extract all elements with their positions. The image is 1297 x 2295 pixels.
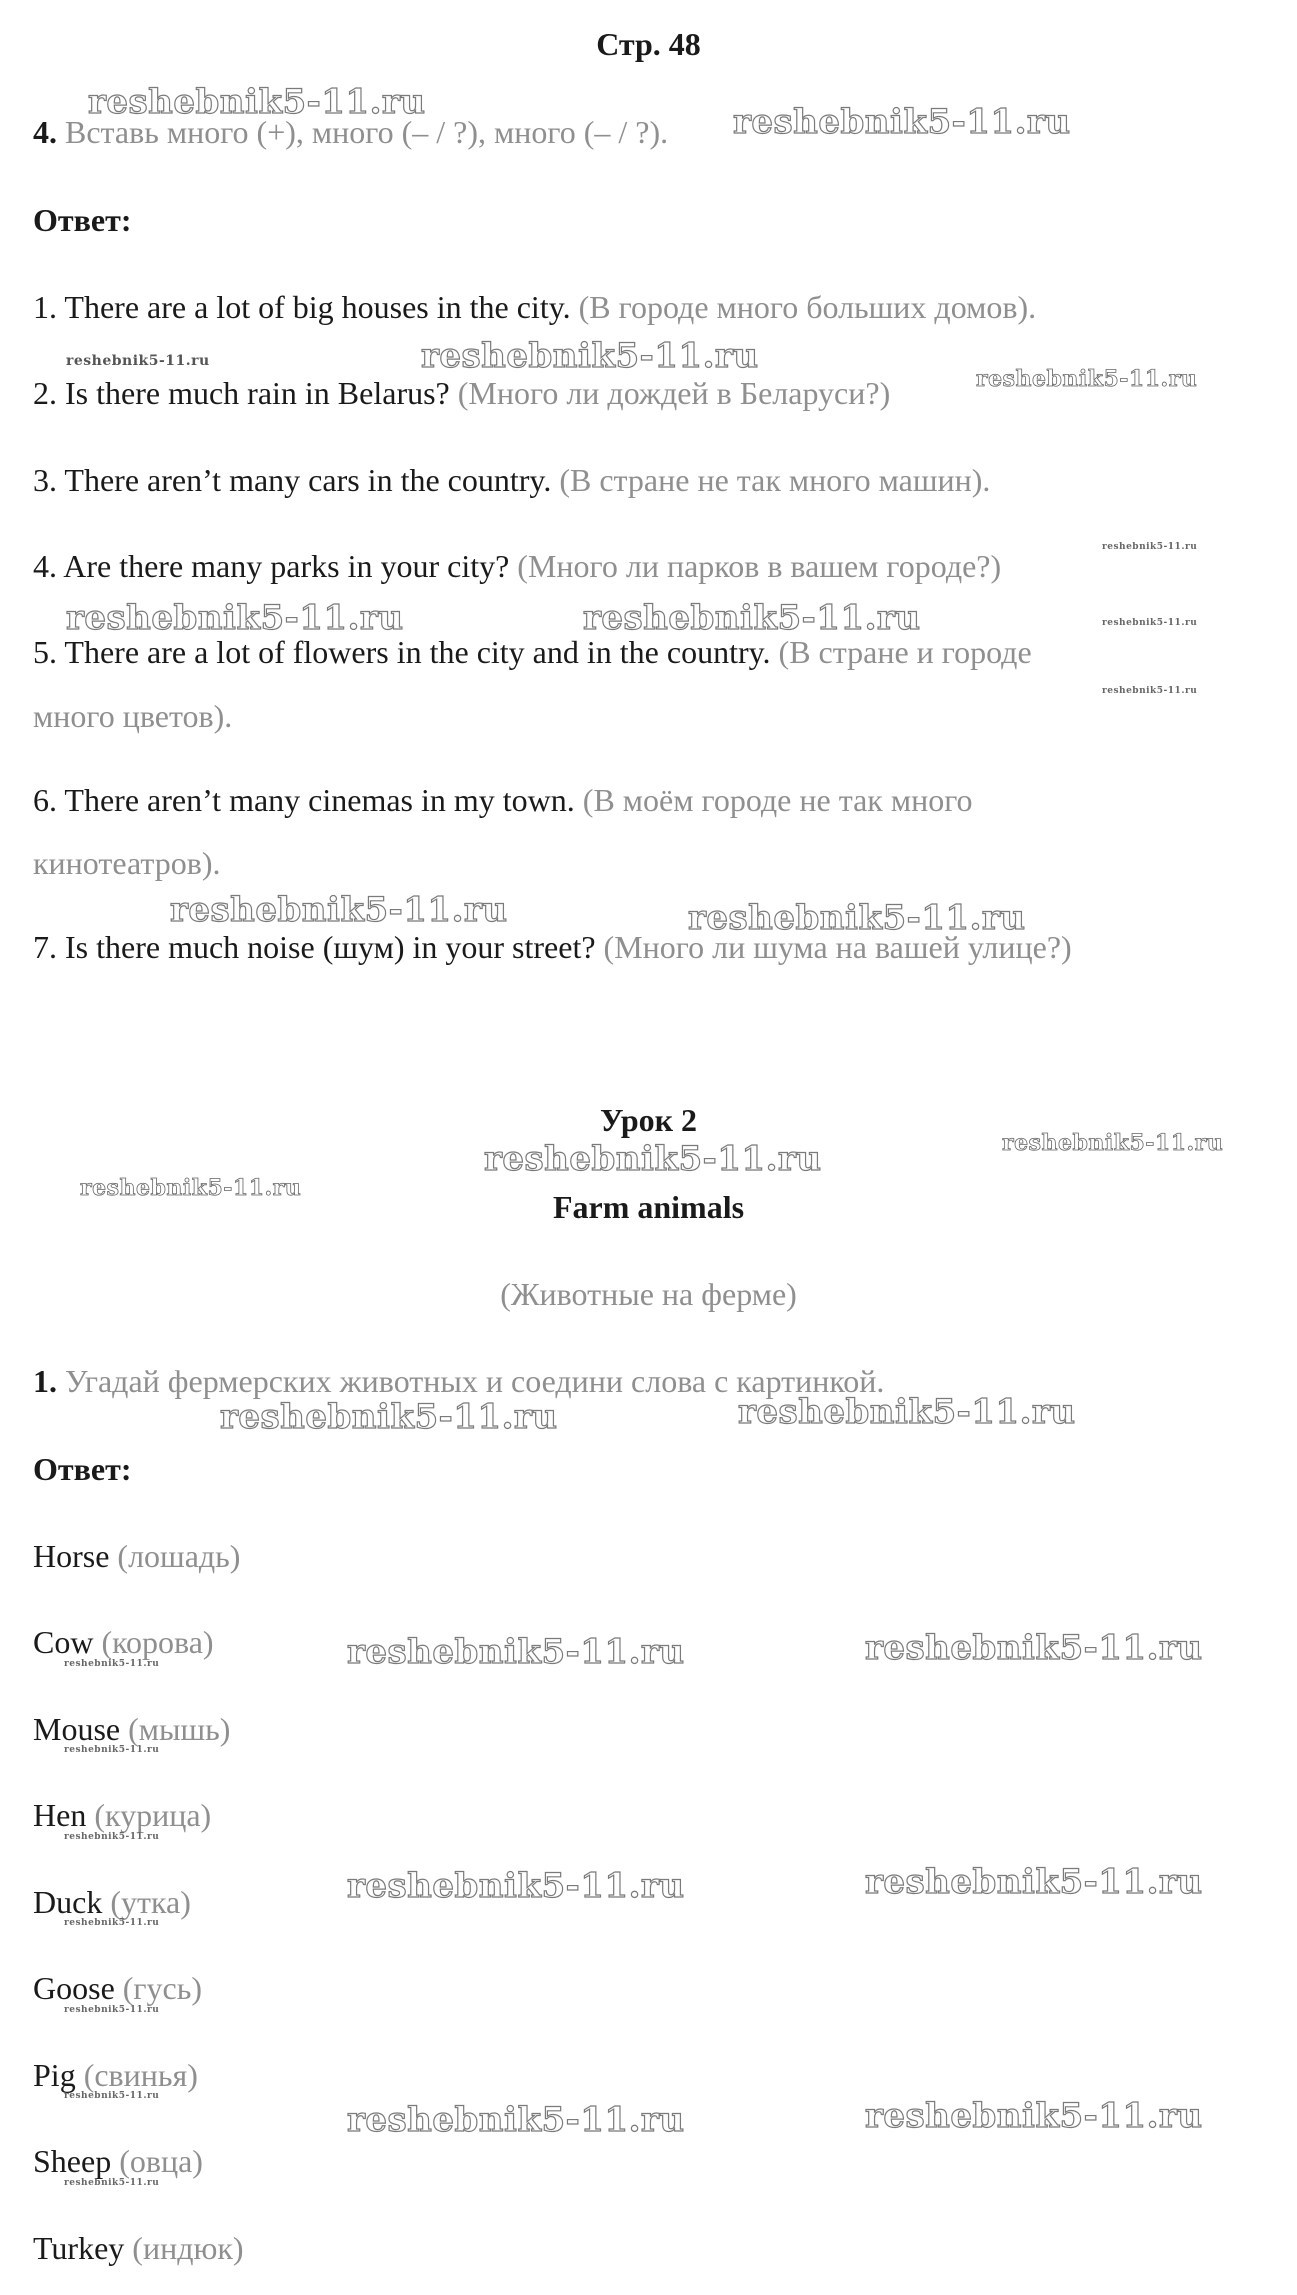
animal-item — [33, 1622, 214, 1662]
watermark: reshebnik5-11.ru — [976, 366, 1198, 392]
animal-item — [33, 1882, 191, 1922]
animal-ru: (свинья) — [83, 2057, 198, 2093]
animal-item — [33, 1536, 240, 1576]
item-ru: (Много ли шума на вашей улице?) — [603, 929, 1072, 965]
task4-answer-label: Ответ: — [33, 202, 132, 238]
item-en: 1. There are a lot of big houses in the city. — [33, 289, 571, 325]
watermark: reshebnik5-11.ru — [1102, 542, 1198, 552]
animal-en: Mouse — [33, 1711, 121, 1747]
animal-ru: (гусь) — [122, 1970, 202, 2006]
item-ru: (В стране и городе — [778, 634, 1032, 670]
item-en: 2. Is there much rain in Belarus? — [33, 375, 450, 411]
watermark: reshebnik5-11.ru — [347, 2100, 685, 2140]
watermark: reshebnik5-11.ru — [64, 2178, 160, 2188]
watermark: reshebnik5-11.ru — [64, 2091, 160, 2101]
watermark: reshebnik5-11.ru — [64, 1659, 160, 1669]
watermark: reshebnik5-11.ru — [66, 353, 210, 369]
item-ru: (В стране не так много машин). — [559, 462, 991, 498]
page-number-label: Стр. 48 — [596, 26, 701, 62]
animal-en: Duck — [33, 1884, 103, 1920]
animal-ru: (корова) — [101, 1624, 214, 1660]
task4-instruction: Вставь много (+), много (– / ?), много (– / ?). — [65, 114, 669, 150]
animal-en: Pig — [33, 2057, 76, 2093]
watermark: reshebnik5-11.ru — [220, 1397, 558, 1437]
animal-ru: (овца) — [119, 2143, 203, 2179]
item-en: 3. There aren’t many cars in the country. — [33, 462, 552, 498]
animal-ru: (лошадь) — [117, 1538, 241, 1574]
watermark: reshebnik5-11.ru — [865, 1862, 1203, 1902]
animal-ru: (курица) — [94, 1797, 212, 1833]
lesson-title: Урок 2 — [599, 1102, 698, 1138]
item-ru: (Много ли дождей в Беларуси?) — [457, 375, 891, 411]
task4-item-5 — [33, 632, 1032, 672]
task4-item-6 — [33, 780, 973, 820]
item-en: 4. Are there many parks in your city? — [33, 548, 510, 584]
animal-ru: (утка) — [110, 1884, 191, 1920]
item-en: 7. Is there much noise (шум) in your street? — [33, 929, 596, 965]
animal-item — [33, 1968, 202, 2008]
watermark: reshebnik5-11.ru — [688, 898, 1026, 938]
item-en: 5. There are a lot of flowers in the city and in the country. — [33, 634, 771, 670]
animal-en: Turkey — [33, 2230, 125, 2266]
watermark: reshebnik5-11.ru — [80, 1175, 302, 1201]
watermark: reshebnik5-11.ru — [865, 1628, 1203, 1668]
watermark: reshebnik5-11.ru — [1002, 1130, 1224, 1156]
animal-ru: (индюк) — [132, 2230, 244, 2266]
task4-item-1 — [33, 287, 1036, 327]
animal-en: Goose — [33, 1970, 115, 2006]
task4-number: 4. — [33, 114, 57, 150]
watermark: reshebnik5-11.ru — [347, 1632, 685, 1672]
watermark: reshebnik5-11.ru — [484, 1139, 822, 1179]
watermark: reshebnik5-11.ru — [64, 1832, 160, 1842]
watermark: reshebnik5-11.ru — [170, 890, 508, 930]
watermark: reshebnik5-11.ru — [733, 102, 1071, 142]
item-ru: (В моём городе не так много — [582, 782, 973, 818]
animal-ru: (мышь) — [128, 1711, 231, 1747]
task4-item-4 — [33, 546, 1001, 586]
animal-item — [33, 2055, 198, 2095]
item-en: 6. There aren’t many cinemas in my town. — [33, 782, 575, 818]
watermark: reshebnik5-11.ru — [347, 1866, 685, 1906]
animal-item — [33, 2228, 244, 2268]
watermark: reshebnik5-11.ru — [738, 1392, 1076, 1432]
watermark: reshebnik5-11.ru — [64, 1918, 160, 1928]
animal-item — [33, 1795, 211, 1835]
task4-item-2 — [33, 373, 890, 413]
animal-en: Hen — [33, 1797, 87, 1833]
animal-item — [33, 1709, 230, 1749]
task1-instruction: Угадай фермерских животных и соедини слова с картинкой. — [65, 1363, 885, 1399]
animal-en: Cow — [33, 1624, 94, 1660]
task4-item-3 — [33, 460, 990, 500]
lesson-subtitle-translation: (Животные на ферме) — [500, 1276, 797, 1312]
watermark: reshebnik5-11.ru — [1102, 686, 1198, 696]
task4-item-6-continuation: кинотеатров). — [33, 845, 221, 881]
item-ru: (Много ли парков в вашем городе?) — [517, 548, 1002, 584]
lesson-subtitle: Farm animals — [552, 1189, 745, 1225]
item-ru: (В городе много больших домов). — [578, 289, 1037, 325]
watermark: reshebnik5-11.ru — [64, 1745, 160, 1755]
watermark: reshebnik5-11.ru — [88, 82, 426, 122]
task4-item-5-continuation: много цветов). — [33, 698, 233, 734]
watermark: reshebnik5-11.ru — [865, 2096, 1203, 2136]
watermark: reshebnik5-11.ru — [421, 336, 759, 376]
animal-en: Sheep — [33, 2143, 112, 2179]
watermark: reshebnik5-11.ru — [66, 598, 404, 638]
animal-item — [33, 2141, 203, 2181]
task1-answer-label: Ответ: — [33, 1451, 132, 1487]
animal-en: Horse — [33, 1538, 110, 1574]
watermark: reshebnik5-11.ru — [64, 2005, 160, 2015]
watermark: reshebnik5-11.ru — [583, 598, 921, 638]
task1-number: 1. — [33, 1363, 57, 1399]
watermark: reshebnik5-11.ru — [1102, 618, 1198, 628]
